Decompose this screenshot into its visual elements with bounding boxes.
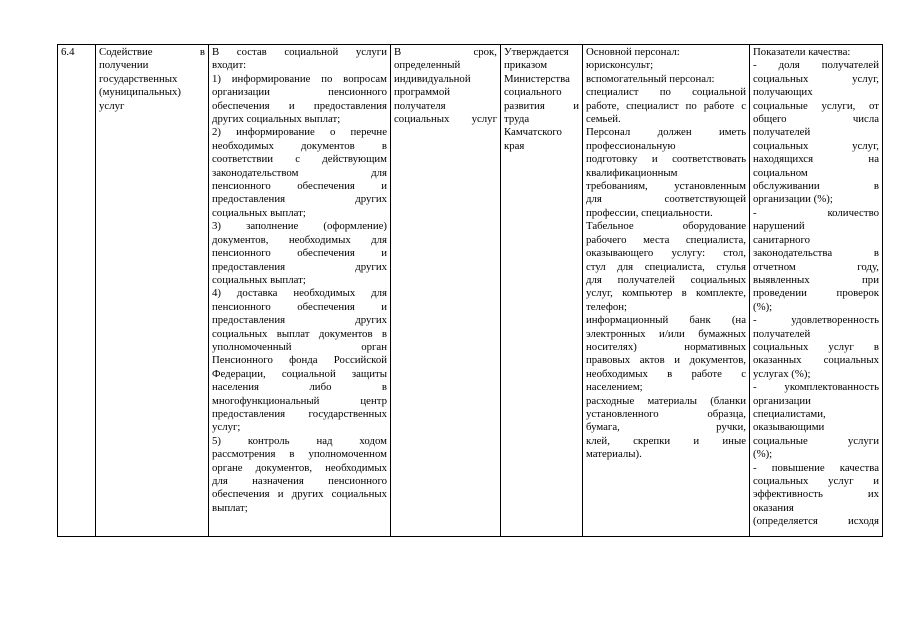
text-line: программой — [394, 86, 451, 99]
service-quality-cell — [750, 45, 883, 537]
text-line: предоставления других — [212, 314, 387, 327]
text-line: входит: — [212, 59, 247, 72]
text-line: Содействие в — [99, 46, 205, 58]
text-line: - доля получателей — [753, 59, 879, 72]
text-line: государственных — [99, 72, 178, 85]
service-term-cell — [391, 45, 501, 537]
text-line: профессии, специальности. — [586, 206, 713, 219]
text-line: предоставления других — [212, 260, 387, 273]
text-line: (%); — [753, 448, 773, 461]
text-line: квалификационным — [586, 166, 678, 179]
service-tariff-cell — [501, 45, 583, 537]
text-line: расходные материалы (бланки — [586, 394, 746, 407]
text-line: Табельное оборудование — [586, 220, 746, 233]
text-line: - повышение качества — [753, 461, 879, 474]
text-line: индивидуальной — [394, 72, 471, 85]
text-line: правовых актов и документов, — [586, 354, 746, 367]
text-line: - укомплектованность — [753, 381, 879, 394]
text-line: получении — [99, 59, 149, 72]
text-line: уполномоченный орган — [212, 340, 387, 353]
text-line: специалист по социальной — [586, 86, 746, 99]
text-line: социальном — [753, 166, 808, 179]
text-line: - удовлетворенность — [753, 314, 879, 327]
text-line: предоставления государственных — [212, 407, 387, 420]
text-line: услуг; — [212, 421, 241, 434]
text-line: Показатели качества: — [753, 46, 851, 58]
text-line: общего числа — [753, 113, 879, 126]
text-line: услугах (%); — [753, 367, 811, 380]
service-tariff — [504, 46, 579, 153]
text-line: профессиональную — [586, 139, 676, 152]
text-line: эффективность их — [753, 488, 879, 501]
text-line: предоставления других — [212, 193, 387, 206]
text-line: других социальных выплат; — [212, 113, 341, 126]
text-line: бумага, ручки, — [586, 421, 746, 434]
text-line: 5) контроль над ходом — [212, 434, 387, 447]
text-line: получателей — [753, 327, 811, 340]
text-line: рабочего места специалиста, — [586, 233, 746, 246]
text-line: подготовку и соответствовать — [586, 153, 746, 166]
text-line: 1) информирование по вопросам — [212, 72, 387, 85]
text-line: (муниципальных) — [99, 86, 181, 99]
text-line: рассмотрения в уполномоченном — [212, 448, 387, 461]
text-line: социальные услуги — [753, 434, 879, 447]
text-line: социальных выплат документов в — [212, 327, 387, 340]
text-line: 4) доставка необходимых для — [212, 287, 387, 300]
text-line: Министерства — [504, 72, 570, 85]
text-line: органе документов, необходимых — [212, 461, 387, 474]
text-line: Утверждается — [504, 46, 569, 58]
text-line: выявленных при — [753, 273, 879, 286]
text-line: получателя — [394, 99, 446, 112]
service-quality — [753, 46, 879, 529]
text-line: организации (%); — [753, 193, 833, 206]
text-line: социальных выплат; — [212, 206, 306, 219]
text-line: труда — [504, 113, 530, 126]
text-line: юрисконсульт; — [586, 59, 654, 72]
text-line: социального — [504, 86, 562, 99]
text-line: услуг — [99, 99, 125, 112]
text-line: нарушений — [753, 220, 805, 233]
text-line: В срок, — [394, 46, 497, 58]
text-line: специалистами, — [753, 407, 826, 420]
services-table — [57, 44, 883, 537]
text-line: отчетном году, — [753, 260, 879, 273]
text-line: получающих — [753, 86, 813, 99]
text-line: установленного образца, — [586, 407, 746, 420]
text-line: социальных услуг, — [753, 139, 879, 152]
text-line: услуг, компьютер в комплекте, — [586, 287, 746, 300]
text-line: определенный — [394, 59, 461, 72]
text-line: Камчатского — [504, 126, 562, 139]
text-line: приказом — [504, 59, 548, 72]
text-line: проведении проверок — [753, 287, 879, 300]
text-line: работе, специалист по работе с — [586, 99, 746, 112]
text-line: Пенсионного фонда Российской — [212, 354, 387, 367]
text-line: социальных услуг, — [753, 72, 879, 85]
text-line: организации пенсионного — [212, 86, 387, 99]
text-line: обслуживании в — [753, 180, 879, 193]
text-line: информационный банк (на — [586, 314, 746, 327]
service-content-cell — [209, 45, 391, 537]
text-line: оказанных социальных — [753, 354, 879, 367]
text-line: для назначения пенсионного — [212, 475, 387, 487]
text-line: В состав социальной услуги — [212, 46, 387, 58]
text-line: организации — [753, 394, 811, 407]
text-line: пенсионного обеспечения и — [212, 180, 387, 193]
text-line: необходимых в работе с — [586, 367, 746, 380]
text-line: оказания — [753, 501, 794, 514]
text-line: социальных услуг и — [753, 475, 879, 487]
text-line: Основной персонал: — [586, 46, 680, 58]
text-line: Персонал должен иметь — [586, 126, 746, 139]
text-line: необходимых документов в — [212, 139, 387, 152]
text-line: обеспечения и предоставления — [212, 99, 387, 112]
text-line: социальных услуг в — [753, 340, 879, 353]
text-line: выплат; — [212, 501, 248, 514]
service-term — [394, 46, 497, 126]
text-line: получателей — [753, 126, 811, 139]
text-line: оказывающими — [753, 421, 825, 434]
text-line: социальных выплат; — [212, 273, 306, 286]
text-line: социальных услуг — [394, 113, 497, 126]
text-line: населения либо в — [212, 381, 387, 394]
text-line: обеспечения и других социальных — [212, 488, 387, 501]
service-content — [212, 46, 387, 515]
text-line: Федерации, социальной защиты — [212, 367, 387, 380]
text-line: 3) заполнение (оформление) — [212, 220, 387, 233]
text-line: требованиям, установленным — [586, 180, 746, 193]
text-line: пенсионного обеспечения и — [212, 300, 387, 313]
row-number-cell — [58, 45, 96, 537]
text-line: пенсионного обеспечения и — [212, 247, 387, 260]
text-line: (определяется исходя — [753, 515, 879, 528]
text-line: документов, необходимых для — [212, 233, 387, 246]
text-line: носителях) нормативных — [586, 340, 746, 353]
text-line: законодательства в — [753, 247, 879, 260]
text-line: многофункциональный центр — [212, 394, 387, 407]
table-row — [58, 45, 883, 537]
text-line: населением; — [586, 381, 643, 394]
text-line: для получателей социальных — [586, 273, 746, 286]
text-line: семьей. — [586, 113, 621, 126]
service-name-cell — [96, 45, 209, 537]
text-line: электронных и/или бумажных — [586, 327, 746, 340]
text-line: края — [504, 139, 525, 152]
text-line: развития и — [504, 99, 579, 112]
row-number: 6.4 — [61, 46, 75, 58]
text-line: (%); — [753, 300, 773, 313]
text-line: находящихся на — [753, 153, 879, 166]
text-line: санитарного — [753, 233, 811, 246]
text-line: социальные услуги, от — [753, 99, 879, 112]
text-line: - количество — [753, 206, 879, 219]
text-line: стул для специалиста, стулья — [586, 260, 746, 273]
text-line: оказывающего услугу: стол, — [586, 247, 746, 260]
text-line: для соответствующей — [586, 193, 746, 206]
text-line: материалы). — [586, 448, 642, 461]
text-line: 2) информирование о перечне — [212, 126, 387, 139]
text-line: вспомогательный персонал: — [586, 72, 715, 85]
text-line: клей, скрепки и иные — [586, 434, 746, 447]
text-line: законодательством для — [212, 166, 387, 179]
service-conditions-cell — [583, 45, 750, 537]
text-line: телефон; — [586, 300, 627, 313]
text-line: соответствии с действующим — [212, 153, 387, 166]
service-name — [99, 46, 205, 113]
service-conditions — [586, 46, 746, 462]
